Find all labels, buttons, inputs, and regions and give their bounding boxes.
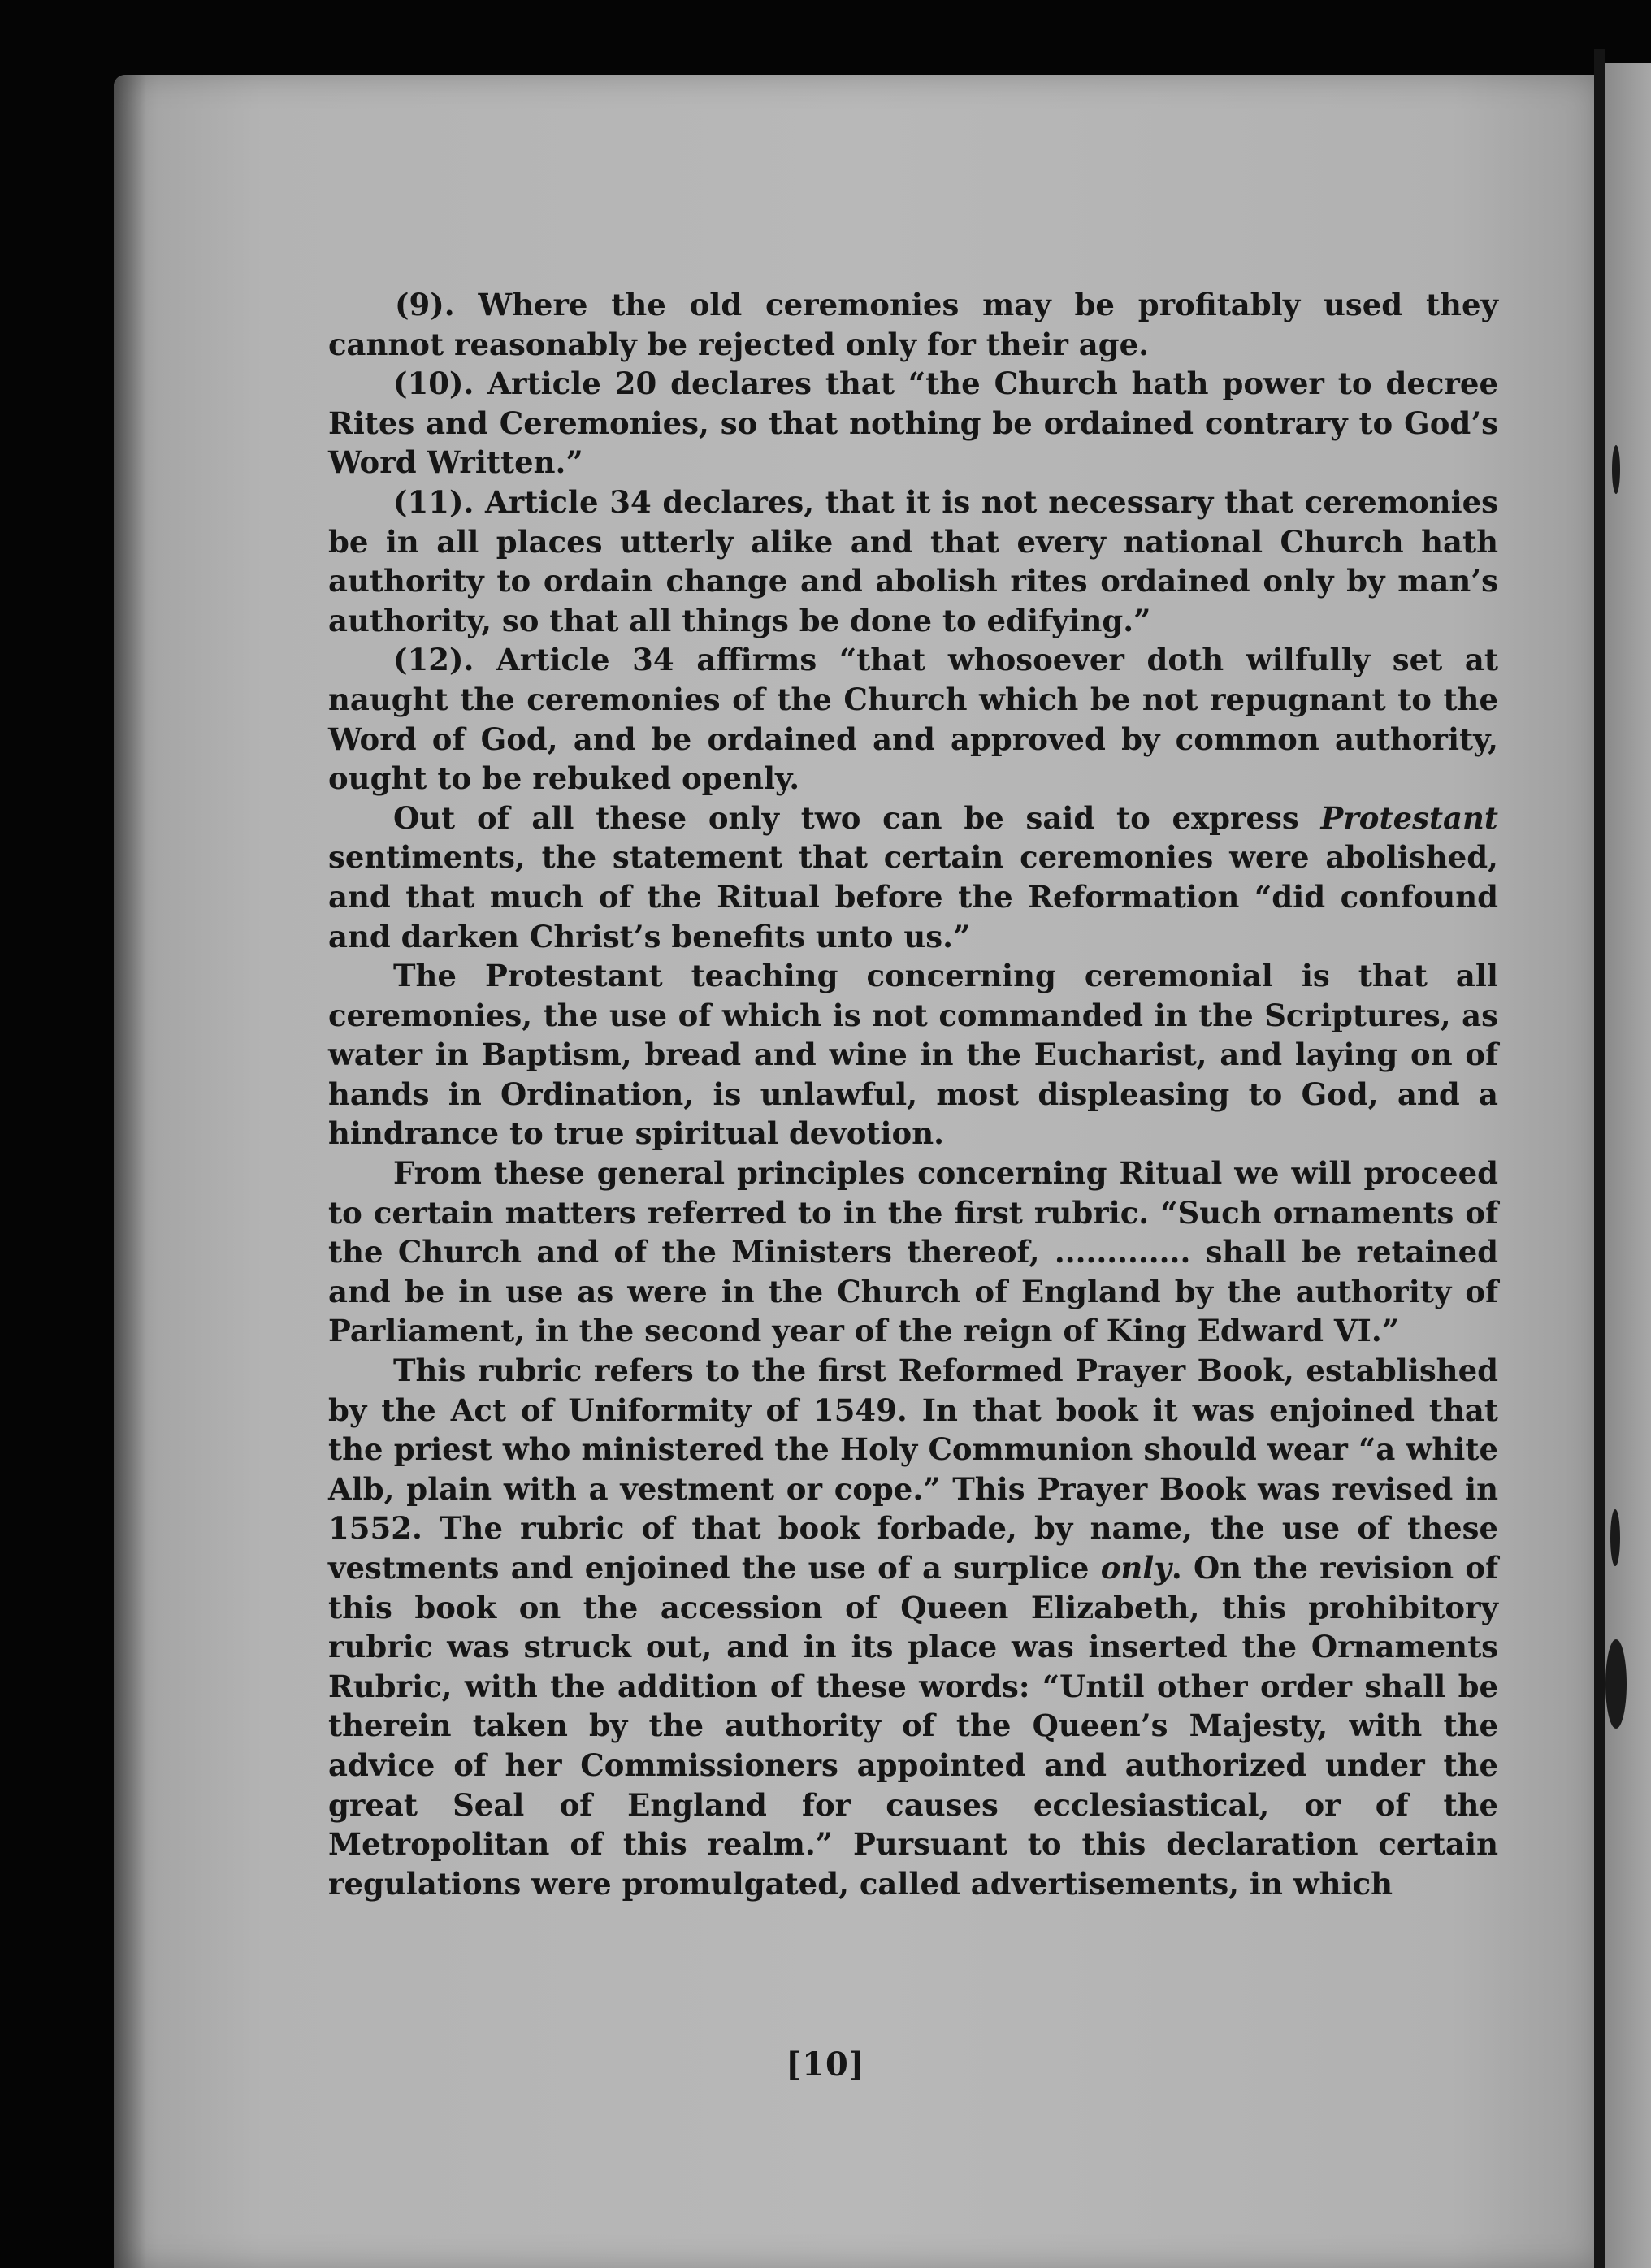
italic-word: Protestant [1320, 799, 1498, 836]
body-text [328, 285, 1498, 1903]
paragraph-text: sentiments, the statement that certain ceremonies were abolished, and that much of the Ritual before the Reformation “did confound and darken Christ’s benefits unto us.” [328, 839, 1498, 954]
paragraph-protestant-sentiments [328, 799, 1498, 956]
paragraph-text: Out of all these only two can be said to express [393, 799, 1321, 836]
italic-word: only [1100, 1550, 1172, 1586]
paragraph-10: (10). Article 20 declares that “the Church hath power to decree Rites and Ceremonies, so that nothing be ordained contrary to God’s Word Written.” [328, 366, 1498, 481]
page-edge-shadow [114, 75, 146, 2268]
paragraph-11: (11). Article 34 declares, that it is not necessary that ceremonies be in all places utterly alike and that every national Church hath authority to ordain change and abolish rites ordained only by man’s authority, so that all things be done to edifying.” [328, 483, 1498, 638]
paragraph-9: (9). Where the old ceremonies may be profitably used they cannot reasonably be rejected only for their age. [328, 287, 1498, 362]
ink-blot [1612, 445, 1620, 494]
paragraph-text: This rubric refers to the first Reformed Prayer Book, established by the Act of Uniformity of 1549. In that book it was enjoined that the priest who ministered the Holy Communion should wear “a white Alb, plain with a vestment or cope.” This Prayer Book was revised in 1552. The rubric of that book forbade, by name, the use of these vestments and enjoined the use of a surplice [328, 1353, 1498, 1586]
paragraph-first-rubric: From these general principles concerning Ritual we will proceed to certain matters referred to in the first rubric. “Such ornaments of the Church and of the Ministers thereof, ............. shall be retained and be in use as were in the Church of England by the authority of Parliament, in the second year of the reign of King Edward VI.” [328, 1155, 1498, 1349]
page-number: [10] [786, 2045, 865, 2084]
paragraph-12: (12). Article 34 affirms “that whosoever doth wilfully set at naught the ceremonies of the Church which be not repugnant to the Word of God, and be ordained and approved by common authority, ought to be rebuked openly. [328, 642, 1498, 797]
book-gutter [1594, 49, 1606, 2268]
paragraph-protestant-teaching: The Protestant teaching concerning ceremonial is that all ceremonies, the use of which is not commanded in the Scriptures, as water in Baptism, bread and wine in the Eucharist, and laying on of hands in Ordination, is unlawful, most displeasing to God, and a hindrance to true spiritual devotion. [328, 958, 1498, 1152]
paragraph-text: . On the revision of this book on the accession of Queen Elizabeth, this prohibitory rubric was struck out, and in its place was inserted the Ornaments Rubric, with the addition of these words: “Until other order shall be therein taken by the authority of the Queen’s Majesty, with the advice of her Commissioners appointed and authorized under the great Seal of England for causes ecclesiastical, or of the Metropolitan of this realm.” Pursuant to this declaration certain regulations were promulgated, called advertisements, in which [328, 1550, 1498, 1902]
paragraph-rubric-history [328, 1351, 1498, 1903]
ink-blot [1610, 1509, 1620, 1566]
adjacent-page-edge [1606, 63, 1651, 2268]
ink-blot [1606, 1639, 1627, 1729]
